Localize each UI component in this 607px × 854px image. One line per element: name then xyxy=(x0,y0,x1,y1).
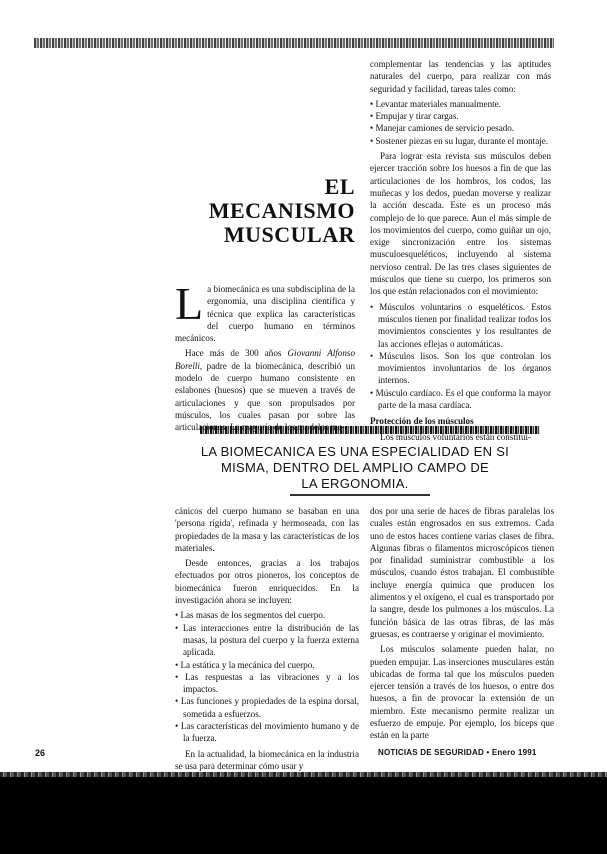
intro-column xyxy=(175,278,355,437)
article-title xyxy=(209,175,355,247)
pull-quote-line-1: LA BIOMECANICA ES UNA ESPECIALIDAD EN SI xyxy=(200,444,510,459)
publication-footer: NOTICIAS DE SEGURIDAD • Enero 1991 xyxy=(378,748,537,757)
bottom-right-paragraph-2: Los músculos solamente pueden halar, no pueden empujar. Las inserciones musculares están ubicadas de forma tal que los músculos pueden ejercer tensión a través de los huesos, o entre dos huesos, a fin de provocar la extensión de un miembro. Este mecanismo permite realizar un esfuerzo de empuje. Por ejemplo, los bíceps que están en la parte xyxy=(370,644,554,741)
list-item: • Las funciones y propiedades de la espina dorsal, sometida a esfuerzos. xyxy=(175,695,359,720)
bottom-left-paragraph-2: Desde entonces, gracias a los trabajos efectuados por otros pioneros, los conceptos de biomecánica fueron enriquecidos. En la investigación ahora se incluyen: xyxy=(175,558,359,606)
section-subhead: Protección de los músculos xyxy=(370,416,474,427)
list-item: • La estática y la mecánica del cuerpo. xyxy=(175,659,359,671)
right-paragraph-2: Para lograr esta revista sus músculos deben ejercer tracción sobre los huesos a fin de que las articulaciones de los hombros, los codos, las muñecas y los dedos, puedan moverse y realizar la acción descada. Este es un proceso más complejo de lo que parece. Aun el más simple de los movimientos del cuerpo, como guiñar un ojo, exige sincronización entre los sistemas musculoesqueléticos, incluyendo al sistema nervioso central. De las tres clases siguientes de músculos que tiene su cuerpo, los primeros son los que están relacionados con el movimiento: xyxy=(370,151,551,297)
top-scan-band xyxy=(34,38,554,48)
right-paragraph-3: Los músculos voluntarios están constitui- xyxy=(380,431,532,442)
research-list xyxy=(175,609,359,744)
bottom-right-column xyxy=(370,505,554,745)
list-item: • Sostener piezas en su lugar, durante el montaje. xyxy=(370,135,551,147)
right-paragraph-1: complementar las tendencias y las aptitudes naturales del cuerpo, para realizar con más seguridad y facilidad, tareas tales como: xyxy=(370,59,551,94)
list-item: • Músculo cardíaco. Es el que conforma la mayor parte de la masa cardíaca. xyxy=(370,387,551,412)
bottom-right-paragraph-1: dos por una serie de haces de fibras paralelas los cuales están engrosados en sus extremos. Cada uno de estos haces contiene varias clases de fibra. Algunas fibras o filamentos microscópicos tienen por finalidad suministrar combustible a los músculos, cuando éstos trabajan. El combustible incluye energía química que producen los alimentos y el oxígeno, el cual es transportado por la sangre, desde los pulmones a los músculos. La función básica de las otras fibras, de las más gruesas, es contraerse y originar el movimiento. xyxy=(370,506,554,639)
list-item: • Músculos voluntarios o esqueléticos. Estos músculos tienen por finalidad realizar todos los movimientos conscientes y los resultantes de las acciones eflejas o automáticas. xyxy=(370,301,551,350)
page-number: 26 xyxy=(35,748,46,758)
bottom-left-paragraph-3: En la actualidad, la biomecánica en la industria se usa para determinar cómo usar y xyxy=(175,748,359,771)
bottom-left-paragraph-1: cánicos del cuerpo humano se basaban en una 'persona rígida', refinada y hermoseada, con las propiedades de la masa y las características de los materiales. xyxy=(175,506,359,553)
pull-quote xyxy=(170,444,540,492)
list-item: • Empujar y tirar cargas. xyxy=(370,110,551,122)
bottom-left-column xyxy=(175,505,359,775)
list-item: • Levantar materiales manualmente. xyxy=(370,98,551,110)
list-item: • Manejar camiones de servicio pesado. xyxy=(370,122,551,134)
intro-paragraph-1: La biomecánica es una subdisciplina de la ergonomía, una disciplina científica y técnica que explica las características del cuerpo humano en términos mecánicos. xyxy=(175,278,355,344)
scan-black-band xyxy=(0,777,607,854)
tasks-list xyxy=(370,98,551,147)
drop-cap: L xyxy=(175,278,204,329)
right-top-column xyxy=(370,58,551,446)
intro-paragraph-2: Hace más de 300 años Giovanni Alfonso Borelli, padre de la biomecánica, describió un modelo de cuerpo humano consistente en eslabones (huesos) que se mueven a través de articulaciones y que son propulsados por músculos, los cuales pasan por sobre las articulaciones. La mayoría de los modelos me- xyxy=(175,348,355,433)
pull-quote-line-3: LA ERGONOMIA. xyxy=(301,476,409,491)
title-line-1: EL xyxy=(324,174,355,199)
pullquote-bottom-rule xyxy=(290,494,430,496)
muscle-types-list xyxy=(370,301,551,412)
title-line-2: MECANISMO xyxy=(208,198,355,223)
list-item: • Las características del movimiento humano y de la fuerza. xyxy=(175,720,359,745)
title-line-3: MUSCULAR xyxy=(223,222,355,247)
list-item: • Músculos lisos. Son los que controlan los movimientos involuntarios de los órganos internos. xyxy=(370,350,551,387)
list-item: • Las masas de los segmentos del cuerpo. xyxy=(175,609,359,621)
list-item: • Las respuestas a las vibraciones y a los impactos. xyxy=(175,671,359,696)
borelli-name: Giovanni Alfonso Borelli xyxy=(175,348,355,371)
list-item: • Las interacciones entre la distribución de las masas, la postura del cuerpo y la fuerza externa aplicada. xyxy=(175,622,359,659)
pull-quote-line-2: MISMA, DENTRO DEL AMPLIO CAMPO DE xyxy=(220,460,489,475)
